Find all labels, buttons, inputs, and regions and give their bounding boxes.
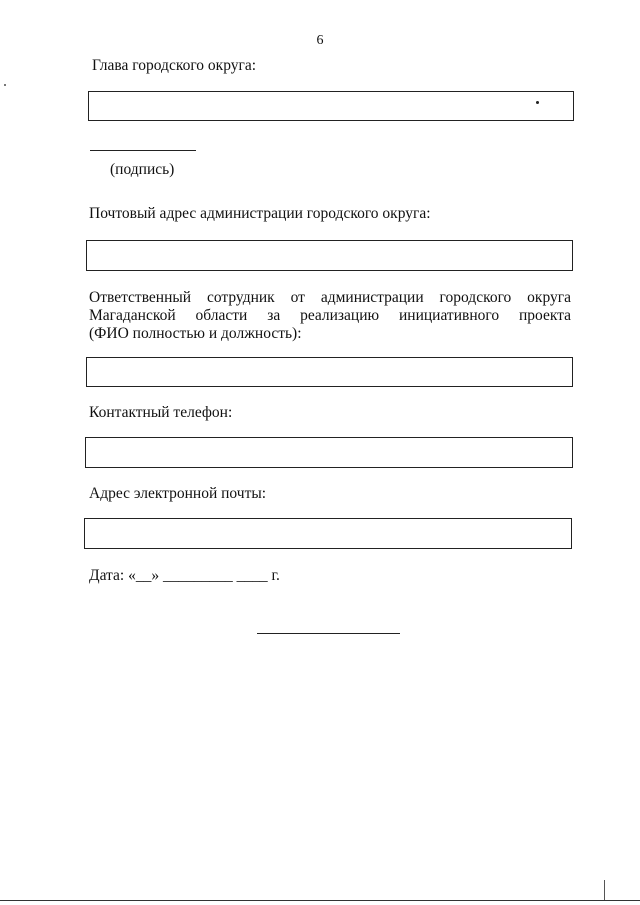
stray-mark [536, 101, 539, 104]
email-field[interactable] [84, 518, 572, 549]
responsible-label-line-3: (ФИО полностью и должность): [89, 325, 302, 342]
responsible-label-line-1: Ответственный сотрудник от администрации городского округа [89, 289, 571, 306]
phone-label: Контактный телефон: [89, 404, 233, 421]
postal-address-field[interactable] [86, 240, 573, 271]
signature-line[interactable] [90, 150, 196, 151]
responsible-employee-field[interactable] [86, 357, 573, 387]
scan-speck [4, 84, 6, 86]
page-number: 6 [316, 33, 324, 48]
signature-caption: (подпись) [110, 161, 175, 178]
postal-address-label: Почтовый адрес администрации городского округа: [89, 205, 431, 222]
scan-edge-line [0, 900, 640, 901]
head-name-field[interactable] [88, 91, 574, 121]
responsible-label-line-2: Магаданской области за реализацию инициативного проекта [89, 307, 571, 324]
date-label[interactable]: Дата: «__» _________ ____ г. [89, 567, 280, 584]
end-of-document-line [257, 633, 400, 634]
head-label: Глава городского округа: [92, 57, 257, 74]
scan-edge-mark [604, 880, 605, 900]
email-label: Адрес электронной почты: [89, 485, 267, 502]
phone-field[interactable] [85, 437, 573, 468]
